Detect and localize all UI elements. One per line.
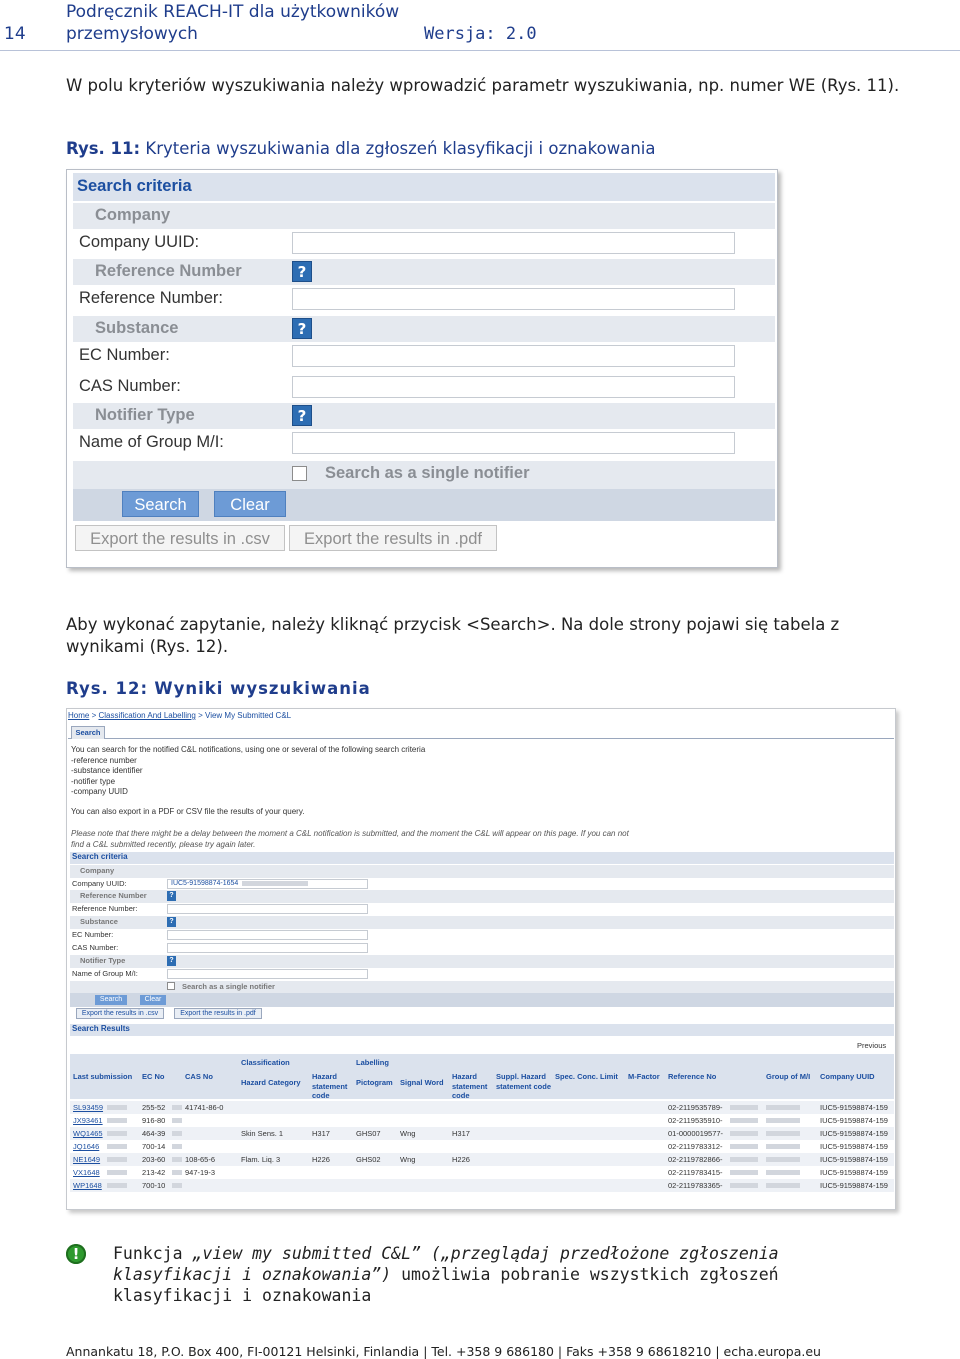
cell-company-uuid: IUC5-91598874-159 <box>820 1103 888 1112</box>
form-button-row <box>73 489 775 521</box>
th-suppl-hazard: Suppl. Hazard statement code <box>496 1072 552 1091</box>
cell-ec-no: 213-42 <box>142 1168 166 1177</box>
th-hazard-statement-code: Hazard statement code <box>312 1072 348 1100</box>
clear-button[interactable]: Clear <box>214 491 286 517</box>
redacted-text <box>107 1131 127 1136</box>
page-number: 14 <box>4 24 26 44</box>
cell-ec-no: 255-52 <box>142 1103 166 1112</box>
results-table-header <box>70 1054 894 1099</box>
company-uuid-input[interactable] <box>167 879 368 889</box>
redacted-text <box>172 1157 182 1162</box>
th-group-of-mi: Group of M/I <box>766 1072 811 1081</box>
intro-paragraph: W polu kryteriów wyszukiwania należy wprowadzić parametr wyszukiwania, np. numer WE (Rys. 11). <box>66 76 900 95</box>
breadcrumb-classification[interactable]: Classification And Labelling <box>98 711 196 720</box>
tab-bar <box>68 725 894 739</box>
search-criteria-title: Search criteria <box>70 852 894 864</box>
name-of-group-row <box>70 968 894 981</box>
breadcrumb-separator: > <box>195 711 205 720</box>
cas-number-row <box>73 373 775 403</box>
figure12-caption <box>66 679 371 698</box>
th-signal-word: Signal Word <box>400 1078 444 1087</box>
search-intro-line: You can search for the notified C&L notifications, using one or several of the following search criteria <box>71 745 426 754</box>
export-pdf-button[interactable]: Export the results in .pdf <box>174 1008 262 1019</box>
export-csv-button[interactable]: Export the results in .csv <box>75 525 285 551</box>
ec-number-label: EC Number: <box>72 930 114 939</box>
search-intro-line: -reference number <box>71 755 137 765</box>
export-row <box>73 521 775 555</box>
cas-number-label: CAS Number: <box>72 943 119 952</box>
cell-signal-word: Wng <box>400 1129 416 1138</box>
company-section-label: Company <box>80 866 115 875</box>
table-row <box>70 1127 894 1140</box>
cell-reference-no: 02-2119535910- <box>668 1116 723 1125</box>
cas-number-input[interactable] <box>167 943 368 953</box>
th-hazard-statement-code-2: Hazard statement code <box>452 1072 488 1100</box>
substance-section-label: Substance <box>95 319 179 337</box>
figure11-search-form <box>66 169 778 568</box>
th-company-uuid: Company UUID <box>820 1072 875 1081</box>
header-version: Wersja: 2.0 <box>424 24 537 44</box>
cell-cas-no: 947-19-3 <box>185 1168 216 1177</box>
cell-pictogram: GHS07 <box>356 1129 381 1138</box>
reference-number-row <box>73 285 775 315</box>
redacted-text <box>107 1144 127 1149</box>
th-reference-no: Reference No <box>668 1072 717 1081</box>
second-paragraph: Aby wykonać zapytanie, należy kliknąć przycisk <Search>. Na dole strony pojawi się tabela z wynikami (Rys. 12). <box>66 615 840 656</box>
redacted-text <box>730 1118 758 1123</box>
export-row <box>70 1008 894 1020</box>
cell-hazard-statement-code-2: H226 <box>452 1155 470 1164</box>
cell-ec-no: 464-39 <box>142 1129 166 1138</box>
reference-number-label: Reference Number: <box>79 289 223 307</box>
redacted-text <box>766 1118 800 1123</box>
cell-company-uuid: IUC5-91598874-159 <box>820 1168 888 1177</box>
redacted-text <box>730 1170 758 1175</box>
name-of-group-label: Name of Group M/I: <box>72 969 138 978</box>
reference-number-section-label: Reference Number <box>95 262 242 280</box>
cell-reference-no: 01-0000019577- <box>668 1129 724 1138</box>
notifier-type-section <box>73 403 775 429</box>
redacted-text <box>107 1157 127 1162</box>
figure11-caption <box>66 139 656 158</box>
redacted-text <box>766 1105 800 1110</box>
notifier-type-section-label: Notifier Type <box>80 956 126 965</box>
substance-section <box>70 916 894 929</box>
breadcrumb-current: View My Submitted C&L <box>205 711 292 720</box>
th-labelling: Labelling <box>356 1058 389 1067</box>
figure11-caption-prefix: Rys. 11: <box>66 139 141 158</box>
notifier-type-section <box>70 955 894 968</box>
cas-number-label: CAS Number: <box>79 377 181 395</box>
redacted-text <box>766 1131 800 1136</box>
cell-company-uuid: IUC5-91598874-159 <box>820 1155 888 1164</box>
name-of-group-label: Name of Group M/I: <box>79 433 224 451</box>
company-uuid-label: Company UUID: <box>72 879 127 888</box>
th-spec-conc-limit: Spec. Conc. Limit <box>555 1072 618 1081</box>
company-uuid-row <box>70 878 894 891</box>
help-icon[interactable]: ? <box>167 917 176 927</box>
help-icon[interactable]: ? <box>167 891 176 901</box>
ec-number-row <box>73 342 775 372</box>
reference-number-input[interactable] <box>167 904 368 914</box>
redacted-text <box>730 1157 758 1162</box>
clear-button[interactable]: Clear <box>140 995 166 1005</box>
export-note: You can also export in a PDF or CSV file the results of your query. <box>71 807 305 816</box>
substance-section <box>73 316 775 342</box>
note-text-c: umożliwia pobranie wszystkich zgłoszeń klasyfikacji i oznakowania <box>113 1265 779 1305</box>
redacted-text <box>766 1144 800 1149</box>
company-uuid-input[interactable] <box>292 232 735 254</box>
header-title-line1: Podręcznik REACH-IT dla użytkowników <box>66 2 400 22</box>
ec-number-label: EC Number: <box>79 346 170 364</box>
reference-number-section <box>70 890 894 903</box>
name-of-group-input[interactable] <box>292 432 735 454</box>
reference-number-label: Reference Number: <box>72 904 138 913</box>
search-intro <box>71 745 631 798</box>
table-row <box>70 1114 894 1127</box>
redacted-text <box>242 881 308 886</box>
cell-last-submission[interactable]: SL93459 <box>73 1103 104 1112</box>
single-notifier-checkbox[interactable] <box>167 982 175 990</box>
form-button-row <box>70 993 894 1007</box>
name-of-group-row <box>73 429 775 459</box>
company-uuid-value: IUC5-91598874-1654 <box>171 880 239 887</box>
company-section <box>73 203 775 229</box>
cell-hazard-statement-code: H317 <box>312 1129 330 1138</box>
cell-ec-no: 700-10 <box>142 1181 166 1190</box>
help-icon[interactable]: ? <box>292 261 312 282</box>
redacted-text <box>172 1183 182 1188</box>
company-uuid-label: Company UUID: <box>79 233 200 251</box>
cell-ec-no: 203-60 <box>142 1155 166 1164</box>
breadcrumb-home[interactable]: Home <box>68 711 90 720</box>
redacted-text <box>766 1183 800 1188</box>
header-rule <box>0 50 960 51</box>
table-row <box>70 1166 894 1179</box>
redacted-text <box>730 1183 758 1188</box>
cell-reference-no: 02-2119783365- <box>668 1181 723 1190</box>
reference-number-input[interactable] <box>292 288 735 310</box>
company-section-label: Company <box>95 206 171 224</box>
th-classification: Classification <box>241 1058 290 1067</box>
redacted-text <box>172 1170 182 1175</box>
th-m-factor: M-Factor <box>628 1072 660 1081</box>
cell-reference-no: 02-2119535789- <box>668 1103 723 1112</box>
ec-number-row <box>70 929 894 942</box>
ec-number-input[interactable] <box>292 345 735 367</box>
cell-cas-no: 108-65-6 <box>185 1155 216 1164</box>
cell-pictogram: GHS02 <box>356 1155 381 1164</box>
cell-ec-no: 916-80 <box>142 1116 166 1125</box>
search-intro-line: -substance identifier <box>71 766 143 775</box>
redacted-text <box>766 1170 800 1175</box>
cell-reference-no: 02-2119782866- <box>668 1155 723 1164</box>
search-results-title: Search Results <box>70 1024 894 1036</box>
reference-number-section <box>73 259 775 285</box>
help-icon[interactable]: ? <box>292 405 312 426</box>
note-text-italic: „view my submitted C&L” („przeglądaj przedłożone zgłoszenia klasyfikacji i oznakowania”) <box>113 1244 779 1284</box>
redacted-text <box>172 1131 182 1136</box>
th-last-submission: Last submission <box>73 1072 133 1081</box>
cell-company-uuid: IUC5-91598874-159 <box>820 1181 888 1190</box>
redacted-text <box>172 1105 182 1110</box>
cell-ec-no: 700-14 <box>142 1142 166 1151</box>
th-cas-no: CAS No <box>185 1072 213 1081</box>
cell-hazard-statement-code-2: H317 <box>452 1129 470 1138</box>
redacted-text <box>730 1131 758 1136</box>
redacted-text <box>730 1144 758 1149</box>
th-ec-no: EC No <box>142 1072 165 1081</box>
single-notifier-checkbox[interactable] <box>292 466 307 481</box>
cell-last-submission[interactable]: NE1649 <box>73 1155 101 1164</box>
export-pdf-button[interactable]: Export the results in .pdf <box>289 525 497 551</box>
redacted-text <box>172 1144 182 1149</box>
redacted-text <box>107 1170 127 1175</box>
figure12-caption-prefix: Rys. 12: <box>66 679 149 698</box>
notifier-type-section-label: Notifier Type <box>95 406 195 424</box>
company-section <box>70 865 894 878</box>
company-uuid-row <box>73 229 775 259</box>
figure12-caption-text: Wyniki wyszukiwania <box>154 679 371 698</box>
cell-cas-no: 41741-86-0 <box>185 1103 224 1112</box>
export-csv-button[interactable]: Export the results in .csv <box>76 1008 164 1019</box>
table-row <box>70 1140 894 1153</box>
reference-number-section-label: Reference Number <box>80 891 147 900</box>
search-intro-line: -notifier type <box>71 776 116 786</box>
cas-number-input[interactable] <box>292 376 735 398</box>
th-hazard-category: Hazard Category <box>241 1078 301 1087</box>
single-notifier-row <box>70 981 894 994</box>
cell-company-uuid: IUC5-91598874-159 <box>820 1129 888 1138</box>
tab-search[interactable]: Search <box>71 726 105 739</box>
substance-section-label: Substance <box>80 917 118 926</box>
note-text-a: Funkcja <box>113 1244 193 1263</box>
delay-note: Please note that there might be a delay between the moment a C&L notification is submitted, and the moment the C&L will appear on this page. If you can not find a C&L submitted recently, please try again later. <box>71 829 629 849</box>
table-row <box>70 1153 894 1166</box>
single-notifier-row <box>73 461 775 491</box>
table-row <box>70 1101 894 1114</box>
footer-address: Annankatu 18, P.O. Box 400, FI-00121 Helsinki, Finlandia | Tel. +358 9 686180 | Faks +358 9 68618210 | echa.europa.eu <box>66 1344 821 1359</box>
search-criteria-title: Search criteria <box>73 173 775 201</box>
cell-hazard-category: Flam. Liq. 3 <box>241 1155 281 1164</box>
redacted-text <box>172 1118 182 1123</box>
reference-number-row <box>70 903 894 916</box>
cell-hazard-category: Skin Sens. 1 <box>241 1129 284 1138</box>
cell-last-submission[interactable]: WP1648 <box>73 1181 102 1190</box>
cell-last-submission[interactable]: WQ1465 <box>73 1129 103 1138</box>
cell-last-submission[interactable]: VX1648 <box>73 1168 100 1177</box>
exclamation-icon: ! <box>66 1244 86 1264</box>
help-icon[interactable]: ? <box>167 956 176 966</box>
cell-company-uuid: IUC5-91598874-159 <box>820 1142 888 1151</box>
table-row <box>70 1179 894 1192</box>
cell-last-submission[interactable]: JX93461 <box>73 1116 103 1125</box>
breadcrumb-separator: > <box>89 711 99 720</box>
search-button[interactable]: Search <box>122 491 199 517</box>
cell-reference-no: 02-2119783415- <box>668 1168 723 1177</box>
th-pictogram: Pictogram <box>356 1078 393 1087</box>
note-text <box>113 1243 903 1306</box>
redacted-text <box>730 1105 758 1110</box>
figure11-caption-text: Kryteria wyszukiwania dla zgłoszeń klasyfikacji i oznakowania <box>145 139 656 158</box>
single-notifier-label: Search as a single notifier <box>325 464 530 482</box>
header-title-line2: przemysłowych <box>66 24 198 44</box>
redacted-text <box>766 1157 800 1162</box>
redacted-text <box>107 1118 127 1123</box>
previous-link[interactable]: Previous <box>857 1041 887 1050</box>
cell-reference-no: 02-2119783312- <box>668 1142 723 1151</box>
cell-hazard-statement-code: H226 <box>312 1155 330 1164</box>
figure12-results-screenshot <box>66 708 896 1210</box>
redacted-text <box>107 1105 127 1110</box>
search-button[interactable]: Search <box>95 995 127 1005</box>
search-intro-line: -company UUID <box>71 787 128 796</box>
cell-signal-word: Wng <box>400 1155 416 1164</box>
redacted-text <box>107 1183 127 1188</box>
cas-number-row <box>70 942 894 955</box>
ec-number-input[interactable] <box>167 930 368 940</box>
breadcrumb <box>68 711 291 720</box>
single-notifier-label: Search as a single notifier <box>182 982 275 991</box>
help-icon[interactable]: ? <box>292 318 312 339</box>
cell-company-uuid: IUC5-91598874-159 <box>820 1116 888 1125</box>
name-of-group-input[interactable] <box>167 969 368 979</box>
cell-last-submission[interactable]: JQ1646 <box>73 1142 100 1151</box>
